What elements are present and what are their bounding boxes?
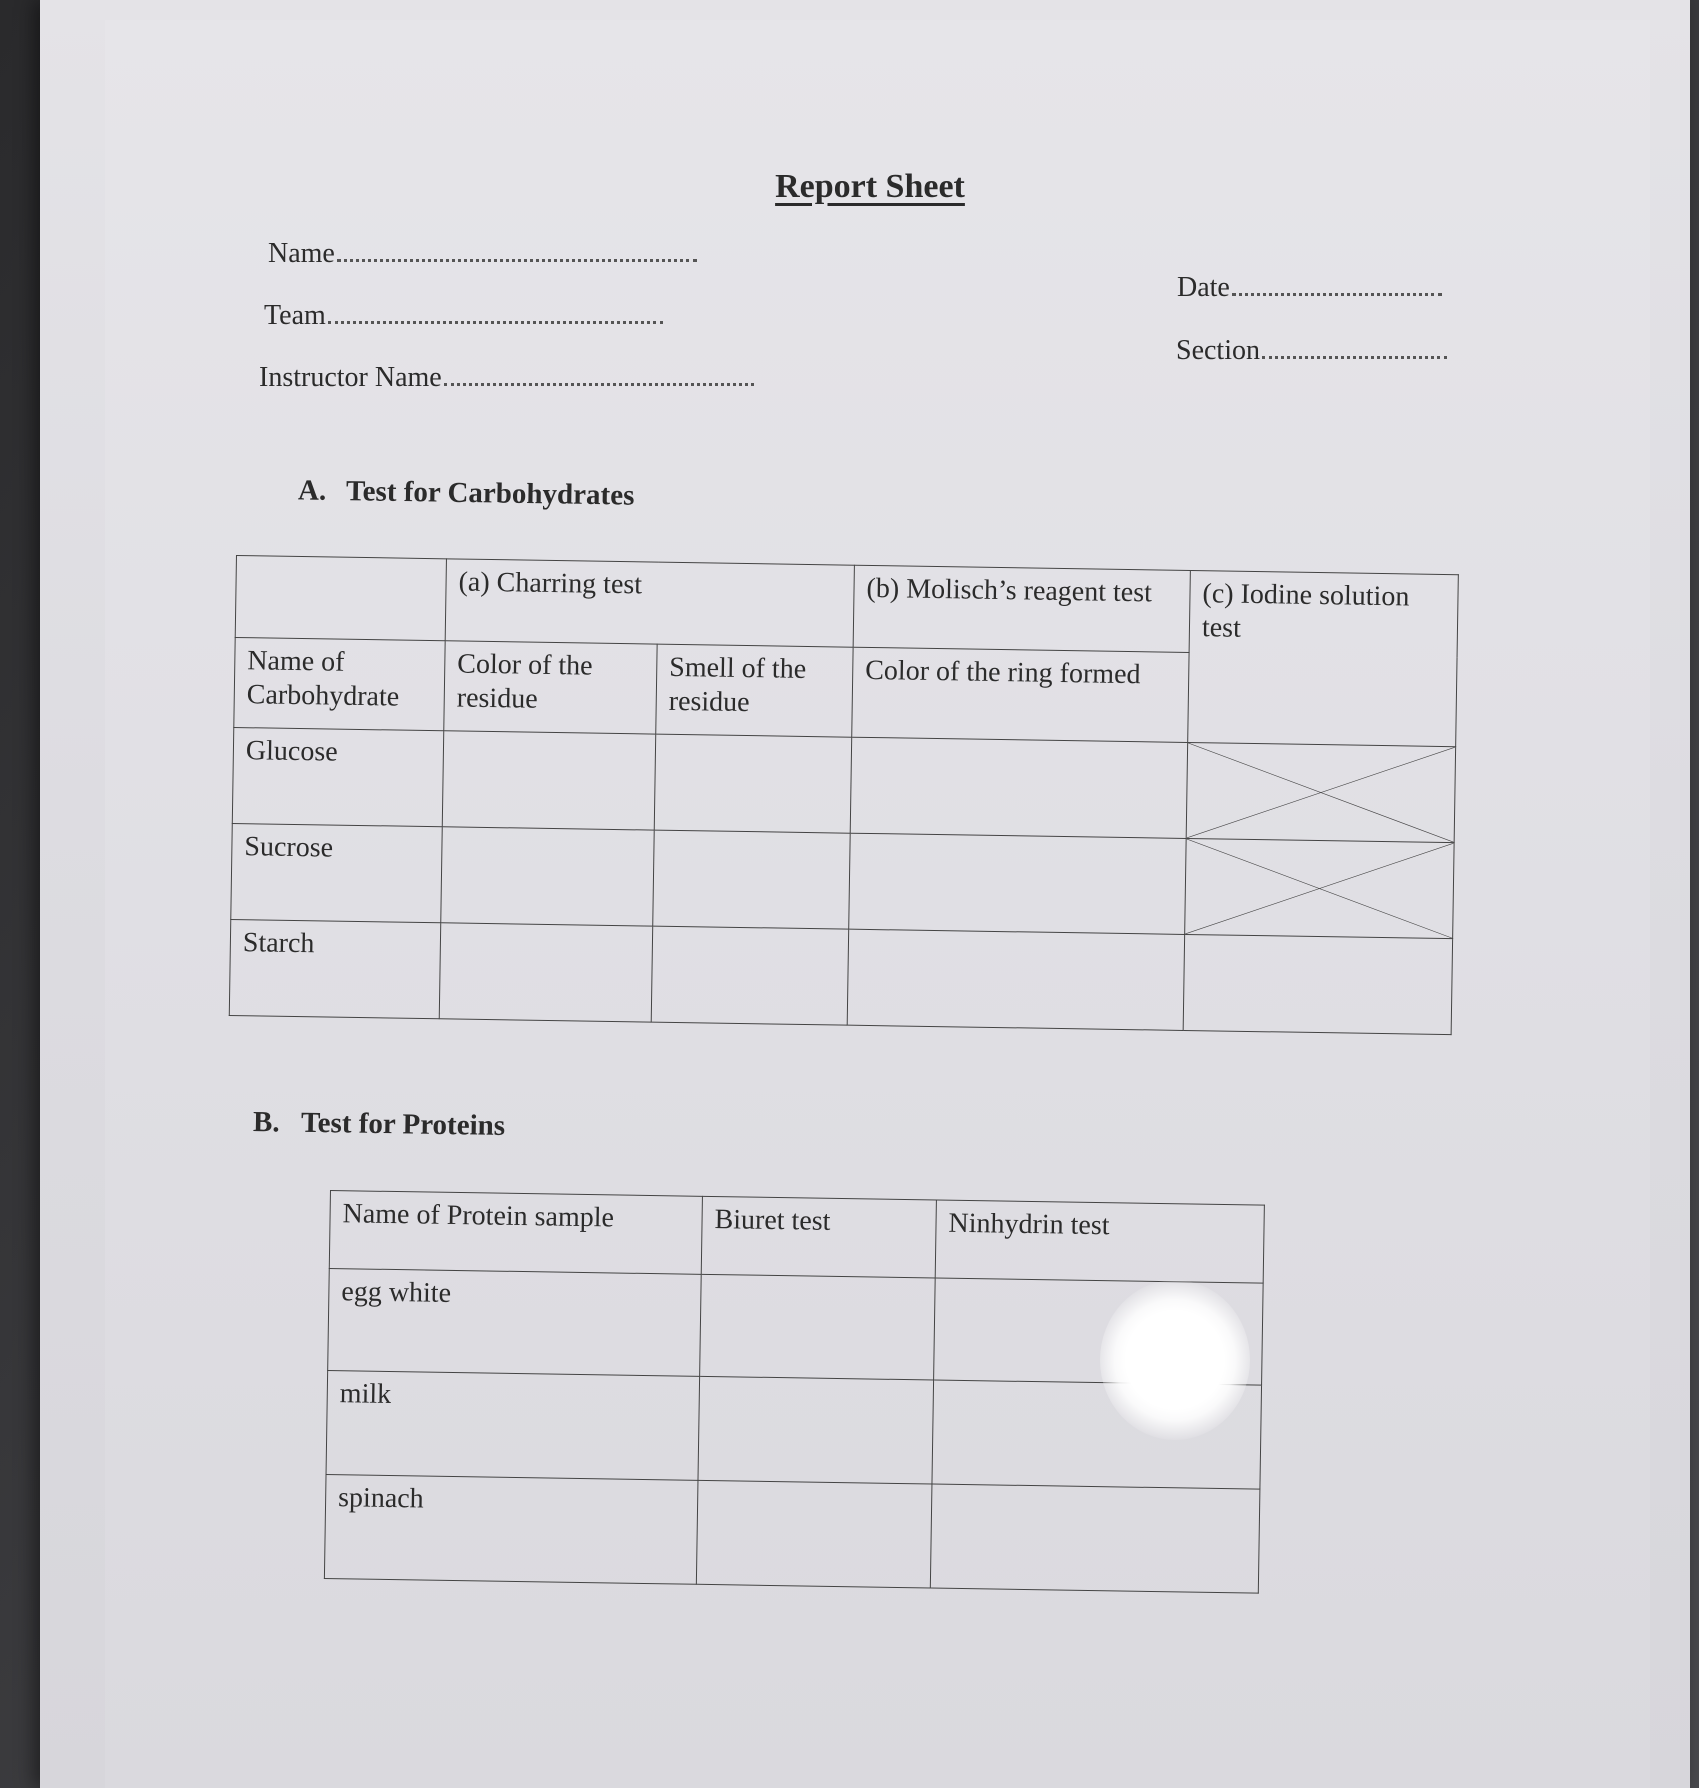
- charring-test-header: (a) Charring test: [445, 559, 854, 647]
- biuret-test-header: Biuret test: [701, 1196, 936, 1278]
- section-blank[interactable]: [1262, 356, 1447, 359]
- answer-cell[interactable]: [442, 731, 655, 830]
- row-label-milk: milk: [326, 1370, 700, 1480]
- section-a-letter: A.: [297, 474, 327, 507]
- residue-color-header: Color of the residue: [444, 641, 657, 734]
- team-field[interactable]: [264, 300, 663, 332]
- table-row: [326, 1370, 1262, 1489]
- answer-cell[interactable]: [698, 1376, 934, 1484]
- row-label-spinach: spinach: [324, 1474, 698, 1584]
- carbohydrate-name-header: Name of Carbohydrate: [234, 637, 445, 730]
- answer-cell[interactable]: [934, 1278, 1264, 1385]
- crossed-out-cell: [1186, 742, 1455, 842]
- page-title: Report Sheet: [775, 168, 965, 205]
- instructor-blank[interactable]: [444, 383, 754, 386]
- cross-mark-icon: [1185, 839, 1453, 938]
- answer-cell[interactable]: [653, 830, 850, 929]
- section-a-title: Test for Carbohydrates: [345, 475, 635, 512]
- name-blank[interactable]: [337, 259, 697, 262]
- answer-cell[interactable]: [654, 734, 851, 833]
- instructor-label: Instructor Name: [259, 362, 442, 393]
- row-label-egg-white: egg white: [328, 1268, 702, 1376]
- row-label-sucrose: Sucrose: [231, 823, 442, 922]
- table-corner-cell: [235, 556, 446, 641]
- iodine-test-header: (c) Iodine solution test: [1188, 570, 1459, 746]
- carbohydrate-table: [229, 555, 1459, 1035]
- residue-smell-header: Smell of the residue: [656, 644, 853, 737]
- cross-mark-icon: [1187, 743, 1455, 842]
- answer-cell[interactable]: [850, 737, 1187, 838]
- team-blank[interactable]: [328, 321, 663, 324]
- ninhydrin-test-header: Ninhydrin test: [935, 1200, 1264, 1283]
- answer-cell[interactable]: [651, 926, 848, 1025]
- section-b-heading: [253, 1106, 506, 1143]
- name-label: Name: [268, 238, 335, 269]
- answer-cell[interactable]: [930, 1484, 1260, 1593]
- row-label-starch: Starch: [229, 919, 440, 1018]
- team-label: Team: [264, 300, 326, 331]
- instructor-field[interactable]: [259, 362, 754, 394]
- date-field[interactable]: [1177, 272, 1442, 304]
- answer-cell[interactable]: [847, 929, 1184, 1030]
- table-row: [229, 919, 1452, 1034]
- row-label-glucose: Glucose: [232, 727, 443, 826]
- table-row: [328, 1268, 1263, 1385]
- section-b-letter: B.: [252, 1106, 280, 1139]
- answer-cell[interactable]: [439, 923, 652, 1022]
- protein-sample-header: Name of Protein sample: [329, 1191, 702, 1275]
- crossed-out-cell: [1185, 838, 1454, 938]
- answer-cell[interactable]: [441, 827, 654, 926]
- date-blank[interactable]: [1232, 293, 1442, 296]
- ring-color-header: Color of the ring formed: [852, 647, 1189, 742]
- answer-cell[interactable]: [700, 1274, 936, 1380]
- table-row: [324, 1474, 1260, 1593]
- molisch-test-header: (b) Molisch’s reagent test: [853, 565, 1190, 652]
- table-header-row: [329, 1191, 1264, 1284]
- section-label: Section: [1176, 335, 1260, 366]
- protein-table: [324, 1190, 1265, 1594]
- section-field[interactable]: [1176, 335, 1447, 367]
- section-b-title: Test for Proteins: [300, 1106, 506, 1142]
- answer-cell[interactable]: [932, 1380, 1262, 1489]
- section-a-heading: [298, 474, 635, 512]
- date-label: Date: [1177, 272, 1230, 303]
- answer-cell[interactable]: [1183, 934, 1452, 1034]
- answer-cell[interactable]: [696, 1480, 932, 1588]
- name-field[interactable]: [268, 238, 697, 270]
- answer-cell[interactable]: [849, 833, 1186, 934]
